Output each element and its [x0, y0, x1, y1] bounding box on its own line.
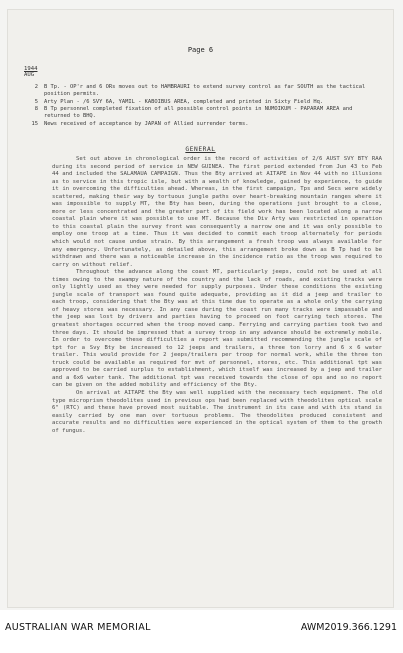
- entry-text: B Tp. - OP'r and 6 ORs moves out to HAMBRAURI to extend survey control as far SOUTH as the tactical position permits.: [44, 84, 366, 97]
- diary-entry: [24, 99, 379, 106]
- document-page: [8, 10, 393, 607]
- month-label: AUG: [24, 72, 35, 78]
- entry-day: 2: [34, 84, 38, 90]
- section-heading: GENERAL: [185, 146, 216, 153]
- diary-entry: [24, 84, 379, 98]
- archive-footer: [0, 610, 403, 653]
- paragraph: On arrival at AITAPE the Bty was well supplied with the necessary tech equipment. The old type microprism theodolites used in previous ops had been replaced with theodolites optical scale 6" (RTC) and these have proved most suitable. The instrument in its case and with its stand is easily carried by one man over tortuous problems. The theodolites produced consistent and accurate results and no difficulties were experienced in the optical system of them to the growth of fungus.: [52, 389, 382, 434]
- year-label: 1944: [24, 66, 38, 72]
- diary-entry: [24, 121, 379, 128]
- diary-entry: [24, 106, 379, 120]
- diary-entries: [24, 84, 379, 128]
- paragraph: Throughout the advance along the coast MT, particularly jeeps, could not be used at all times owing to the swampy nature of the country and the lack of roads, and existing tracks were only lightly used as they were needed for supply purposes. Under these conditions the existing jungle scale of transport was found quite adequate, providing as it did a jeep and trailer to each troop, considering that the Bty was at this time due to operate as a whole only the carrying of heavy stores was necessary. In any case during the coast run many tracks were impassable and the jeep was lost by drivers and parties having to proceed on foot carrying tech stores. The greatest shortages occurred when the troop moved camp. Ferrying and carrying parties took two and three days. It should be impressed that a survey troop in any advance should be extremely mobile. In order to overcome these difficulties a report was submitted recommending the jungle scale of tpt for a Svy Bty be increased to 12 jeeps and trailers, a three ton lorry and 6 x 6 water trailer. This would provide for 2 jeeps/trailers per troop for normal work, while the three ton truck could be available as required for mvt of personnel, stores, etc. This additional tpt was approved to be carried surplus to establishment, which itself was increased by a jeep and trailer and a 6x6 water tank. The additional tpt was received towards the close of ops and so no report can be given on the added mobility and efficiency of the Bty.: [52, 269, 382, 389]
- catalogue-number: AWM2019.366.1291: [300, 622, 397, 633]
- entry-text: Arty Plan - /6 SVY 6A, YAMIL - KABOIBUS AREA, completed and printed in Sixty Field Hq.: [44, 98, 324, 105]
- entry-day: 15: [31, 120, 38, 127]
- institution-name: AUSTRALIAN WAR MEMORIAL: [5, 622, 151, 633]
- entry-text: News received of acceptance by JAPAN of Allied surrender terms.: [44, 120, 249, 127]
- body-text: [52, 156, 382, 435]
- entry-text: B Tp personnel completed fixation of all possible control points in NUMOIKUM - PAPARAM AREA and returned to BHQ.: [44, 106, 353, 119]
- entry-day: 8: [34, 106, 38, 112]
- date-heading: [24, 66, 37, 78]
- entry-day: 5: [34, 98, 38, 105]
- page-number: Page 6: [187, 46, 214, 54]
- paragraph: Set out above in chronological order is the record of activities of 2/6 AUST SVY BTY RAA during its second period of service in NEW GUINEA. The first period extended from Jun 43 to Feb 44 and included the SALAMAUA CAMPAIGN. Thus the Bty arrived at AITAPE in Nov 44 with no illusions as to service in this tropic isle, but with a wealth of knowledge, gained by experience, to guide it in overcoming the difficulties ahead. Whereas, in the first campaign, Tps and Secs were widely scattered, making their way by tortuous jungle paths over heart-breaking mountain ranges where it was impossible to supply MT, the Bty has been, during the operations just brought to a close, more or less concentrated and the greater part of its field work has been located along a narrow coastal plain where it was possible to use MT. Because the Div Arty was restricted in operation to this coastal plain the survey front was consequently a narrow one and it was only possible to employ one troop at a time. Thus it was decided to commit each troop alternately for periods which would not cause undue strain. By this arrangement a fresh troop was always available for any emergency. Unfortunately, as detailed above, this arrangement broke down as B Tp had to be withdrawn and there was a noticeable increase in the incidence ratio as the troop was required to carry on without relief.: [52, 156, 382, 268]
